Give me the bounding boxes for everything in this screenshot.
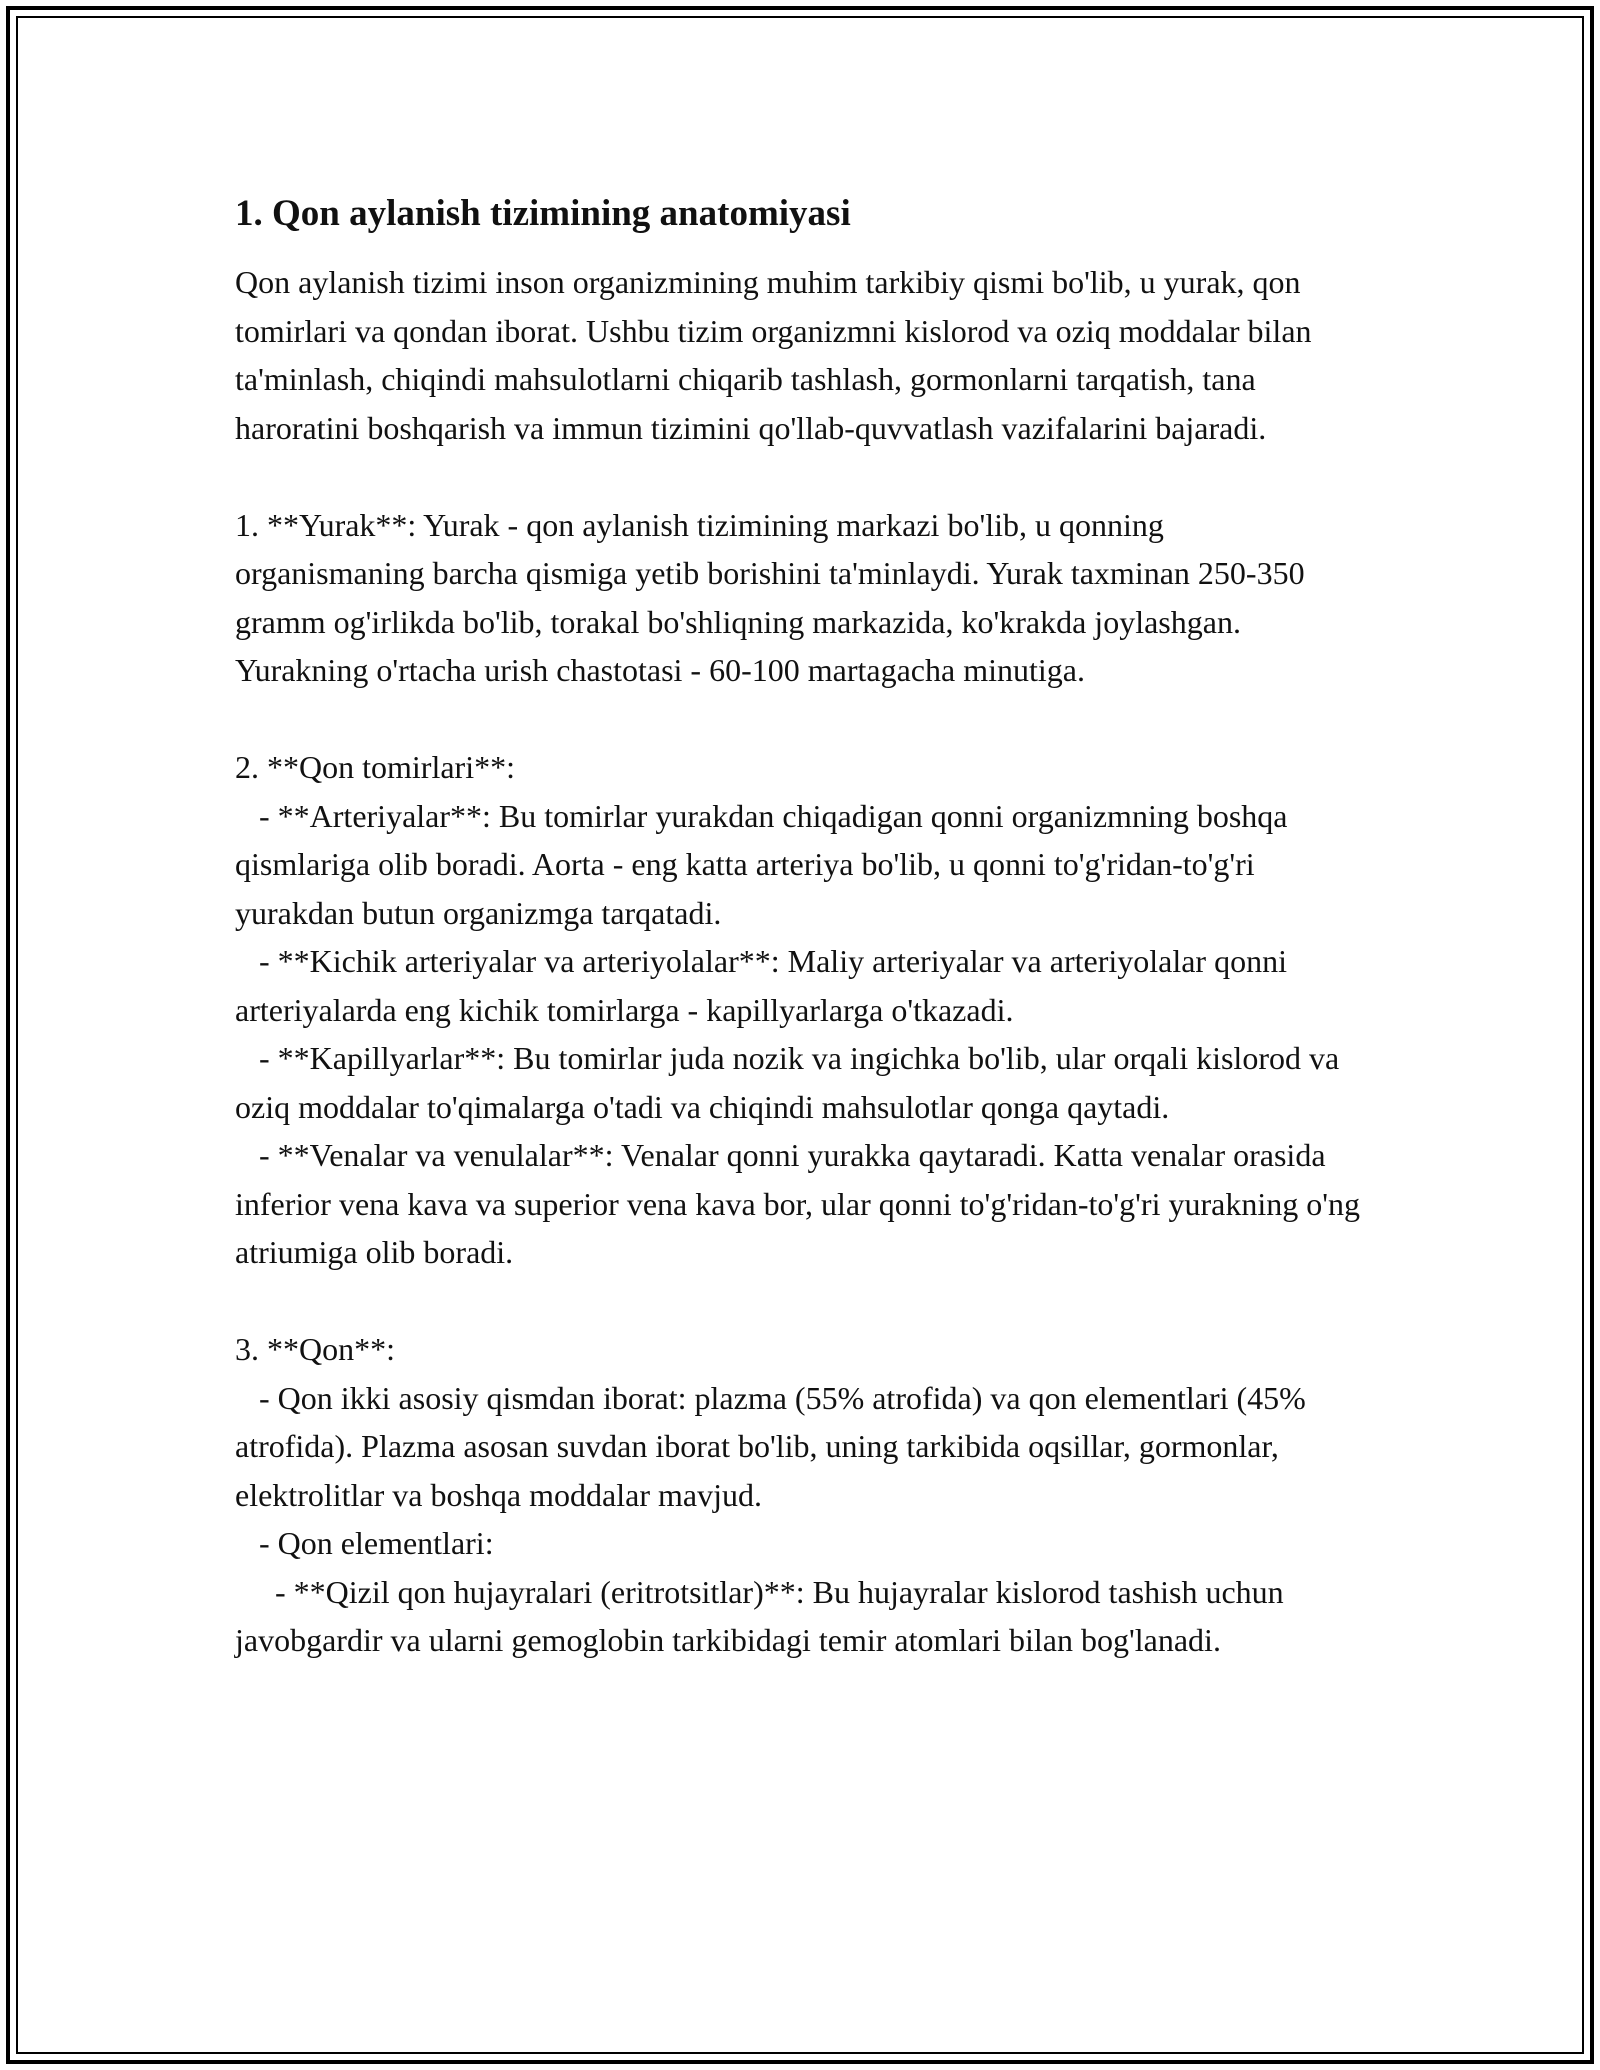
document-content: [235, 188, 1360, 1665]
document-heading: 1. Qon aylanish tizimining anatomiyasi: [235, 193, 851, 234]
document-body: Qon aylanish tizimi inson organizmining muhim tarkibiy qismi bo'lib, u yurak, qon tomirlari va qondan iborat. Ushbu tizim organizmni kislorod va oziq moddalar bilan ta'minlash, chiqindi mahsulotlarni chiqarib tashlash, gormonlarni tarqatish, tana haroratini boshqarish va immun tizimini qo'llab-quvvatlash vazifalarini bajaradi. 1. **Yurak**: Yurak - qon aylanish tizimining markazi bo'lib, u qonning organismaning barcha qismiga yetib borishini ta'minlaydi. Yurak taxminan 250-350 gramm og'irlikda bo'lib, torakal bo'shliqning markazida, ko'krakda joylashgan. Yurakning o'rtacha urish chastotasi - 60-100 martagacha minutiga. 2. **Qon tomirlari**: - **Arteriyalar**: Bu tomirlar yurakdan chiqadigan qonni organizmning boshqa qismlariga olib boradi. Aorta - eng katta arteriya bo'lib, u qonni to'g'ridan-to'g'ri yurakdan butun organizmga tarqatadi. - **Kichik arteriyalar va arteriyolalar**: Maliy arteriyalar va arteriyolalar qonni arteriyalarda eng kichik tomirlarga - kapillyarlarga o'tkazadi. - **Kapillyarlar**: Bu tomirlar juda nozik va ingichka bo'lib, ular orqali kislorod va oziq moddalar to'qimalarga o'tadi va chiqindi mahsulotlar qonga qaytadi. - **Venalar va venulalar**: Venalar qonni yurakka qaytaradi. Katta venalar orasida inferior vena kava va superior vena kava bor, ular qonni to'g'ridan-to'g'ri yurakning o'ng atriumiga olib boradi. 3. **Qon**: - Qon ikki asosiy qismdan iborat: plazma (55% atrofida) va qon elementlari (45% atrofida). Plazma asosan suvdan iborat bo'lib, uning tarkibida oqsillar, gormonlar, elektrolitlar va boshqa moddalar mavjud. - Qon elementlari: - **Qizil qon hujayralari (eritrotsitlar)**: Bu hujayralar kislorod tashish uchun javobgardir va ularni gemoglobin tarkibidagi temir atomlari bilan bog'lanadi.: [235, 264, 1360, 1658]
